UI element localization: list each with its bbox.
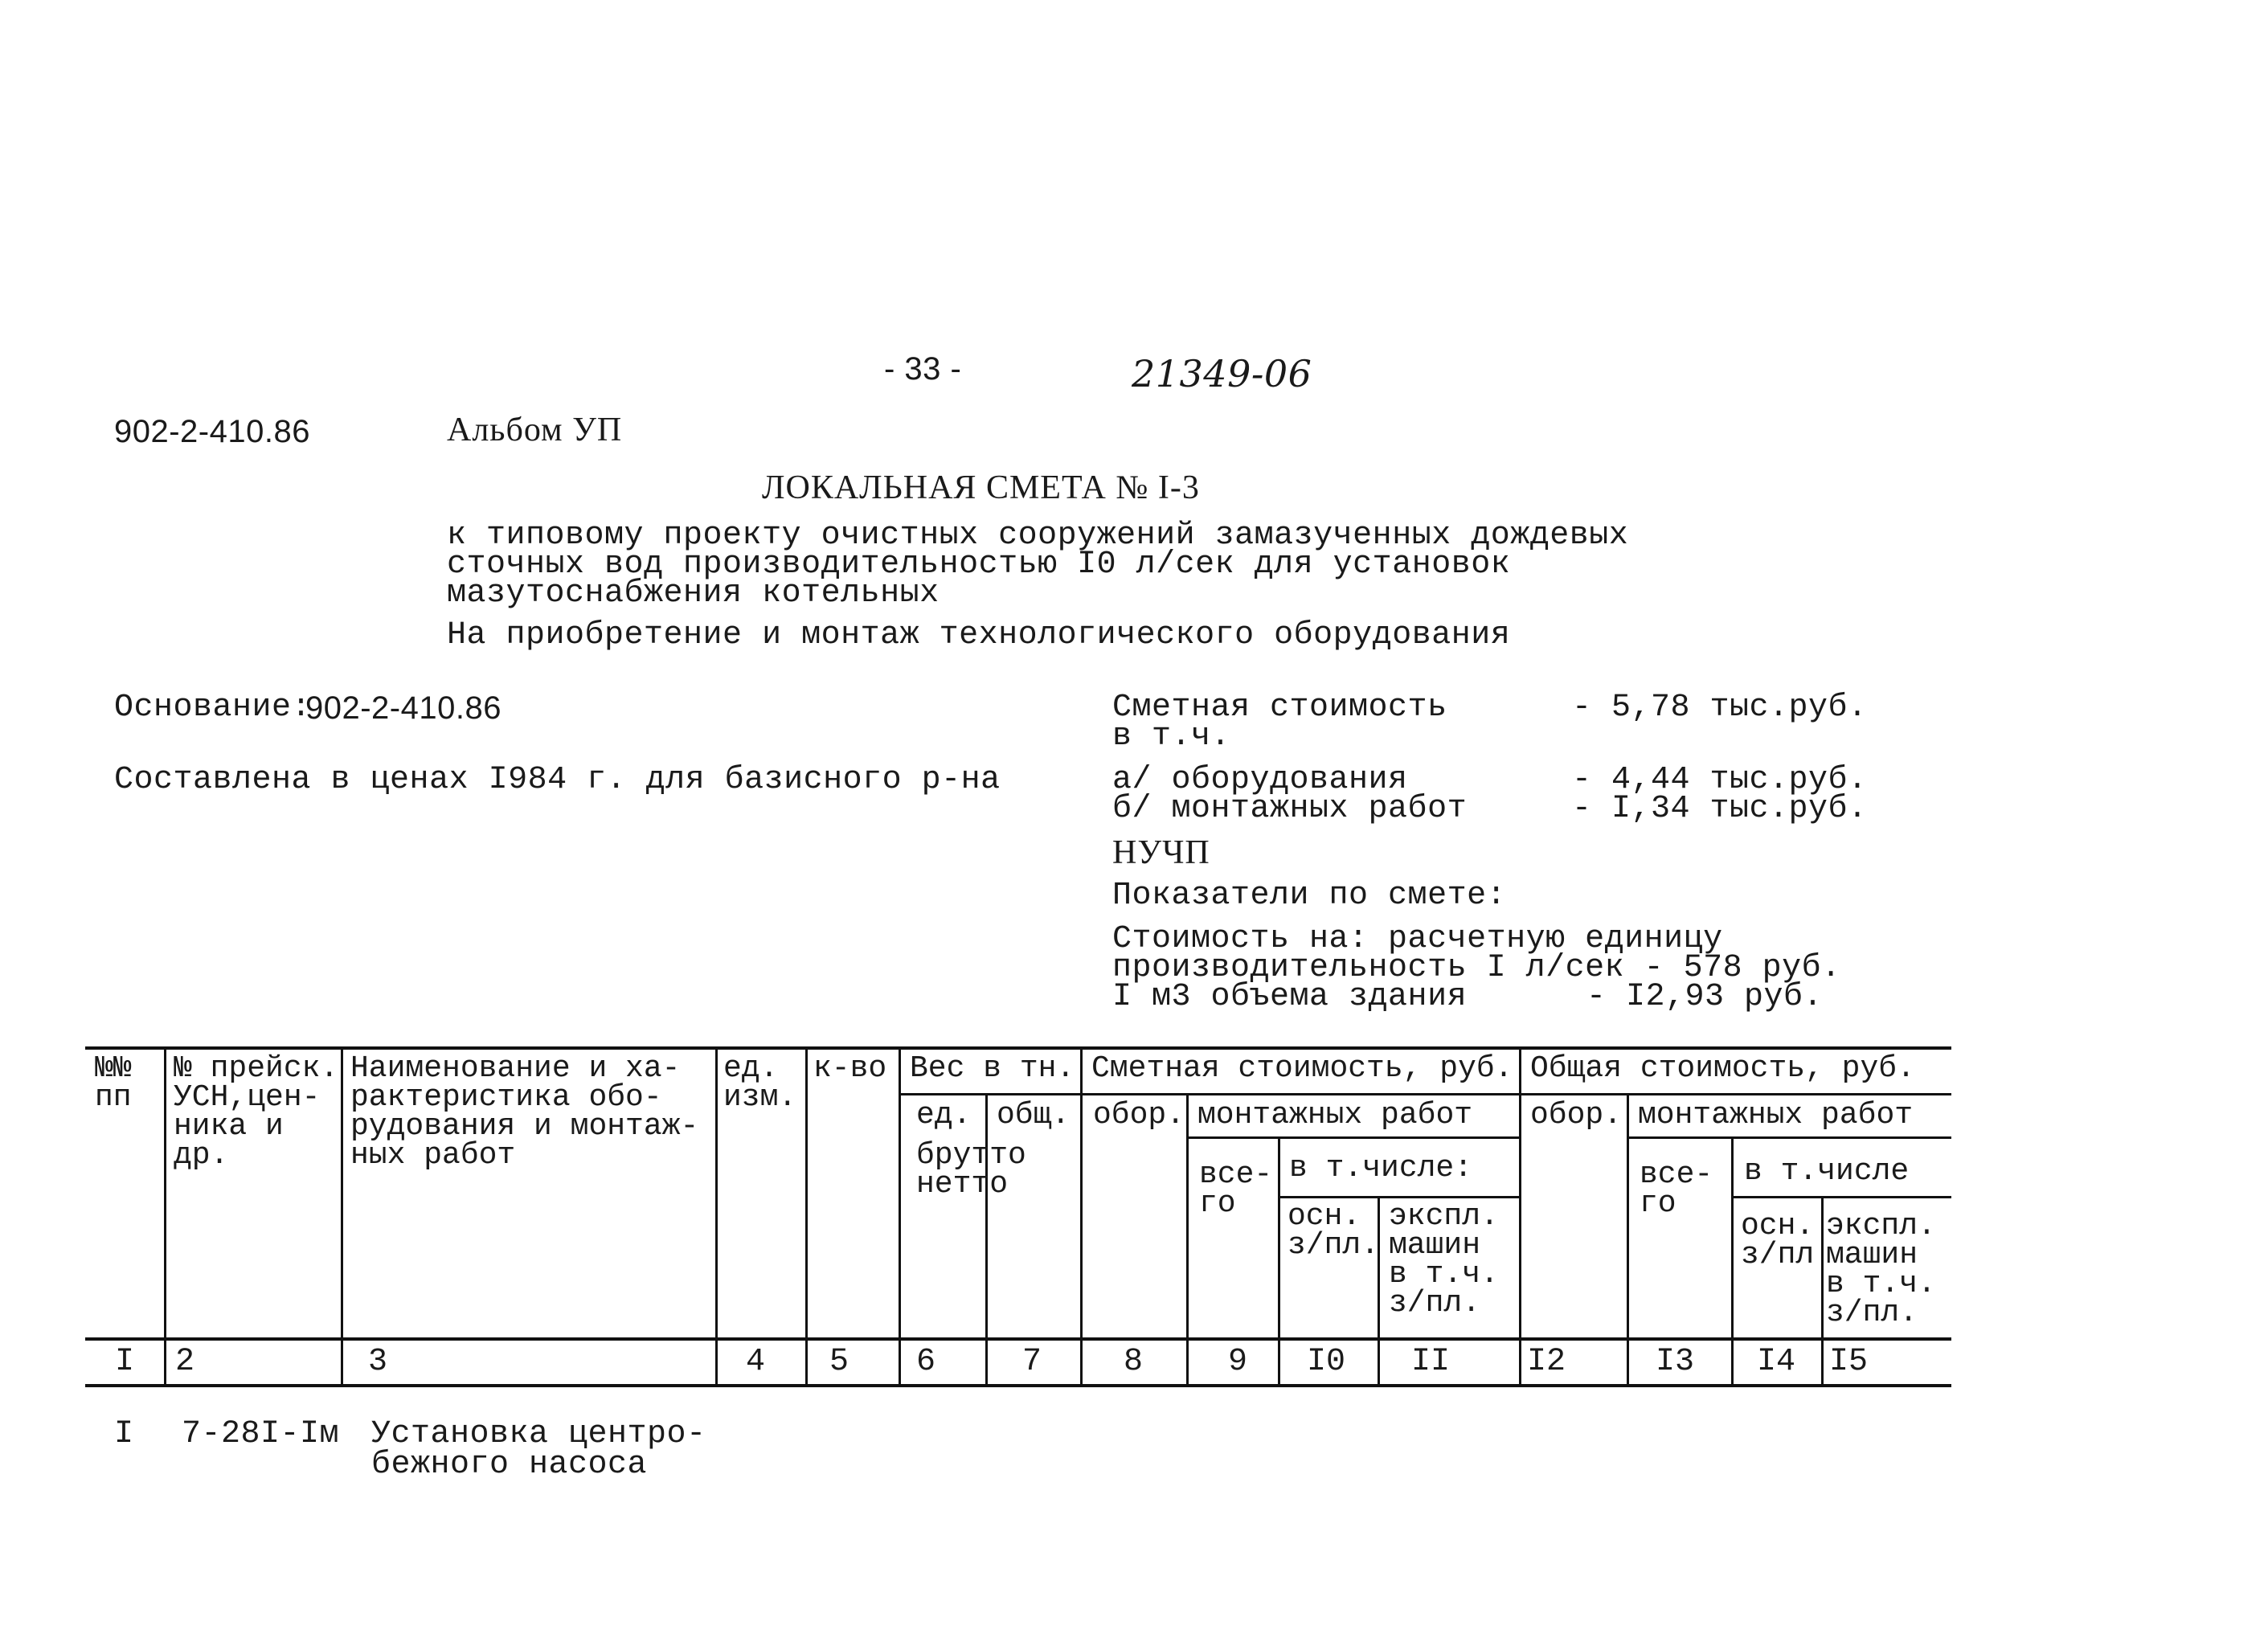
- estimate-cost-value: - 5,78 тыс.руб.: [1572, 690, 1868, 726]
- col-number-14: I4: [1756, 1344, 1795, 1380]
- header-base-wage-1: осн. з/пл.: [1288, 1199, 1380, 1263]
- header-total-all-2: все- го: [1640, 1157, 1713, 1221]
- table-top-rule: [85, 1046, 1951, 1050]
- table-rule-weight: [899, 1093, 1080, 1095]
- table-rule-incl2: [1733, 1196, 1951, 1198]
- table-col-line: [1519, 1046, 1521, 1384]
- col-number-7: 7: [1021, 1344, 1042, 1380]
- col-number-13: I3: [1655, 1344, 1694, 1380]
- col-number-8: 8: [1123, 1344, 1143, 1380]
- header-col-2: № прейск. УСН,цен- ника и др.: [174, 1051, 339, 1173]
- table-rule-est: [1082, 1093, 1519, 1095]
- purpose-line: На приобретение и монтаж технологического оборудования: [447, 617, 1511, 653]
- header-col-1: №№ пп: [95, 1051, 132, 1115]
- header-incl-2: в т.числе: [1744, 1154, 1910, 1189]
- cost-per-line-3-value: - I2,93 руб.: [1586, 979, 1824, 1015]
- table-col-line: [715, 1046, 718, 1384]
- equipment-label: а/ оборудования: [1112, 762, 1408, 798]
- table-col-line: [899, 1046, 901, 1384]
- table-col-line: [1080, 1046, 1083, 1384]
- table-col-line: [1627, 1093, 1629, 1384]
- header-machines-2: экспл. машин в т.ч. з/пл.: [1826, 1209, 1936, 1330]
- header-weight: Вес в тн.: [910, 1051, 1075, 1086]
- indicators-label: Показатели по смете:: [1112, 878, 1507, 914]
- col-number-2: 2: [174, 1344, 194, 1380]
- header-total-all-1: все- го: [1199, 1157, 1273, 1221]
- col-number-15: I5: [1828, 1344, 1868, 1380]
- header-equip-1: обор.: [1093, 1098, 1185, 1132]
- table-col-line: [985, 1093, 988, 1384]
- table-col-line: [1821, 1196, 1824, 1384]
- table-row-code: 7-28I-Iм: [182, 1416, 340, 1452]
- table-col-line: [341, 1046, 343, 1384]
- album-label: Альбом УП: [447, 412, 623, 448]
- table-col-line: [164, 1046, 166, 1384]
- cost-per-line-2: производительность I л/сек - 578 руб.: [1112, 950, 1841, 986]
- table-rule-install2: [1628, 1136, 1951, 1139]
- estimate-cost-label: Сметная стоимость: [1112, 690, 1447, 726]
- table-rule-install1: [1188, 1136, 1519, 1139]
- header-install-2: монтажных работ: [1638, 1098, 1914, 1132]
- incl-label: в т.ч.: [1112, 719, 1231, 755]
- table-row-name: Установка центро- бежного насоса: [371, 1416, 706, 1483]
- stamp-number: 21349-06: [1132, 352, 1312, 395]
- col-number-3: 3: [367, 1344, 387, 1380]
- project-code: 902-2-410.86: [114, 414, 310, 449]
- table-header-bottom-rule: [85, 1337, 1951, 1341]
- header-total-cost: Общая стоимость, руб.: [1530, 1051, 1915, 1086]
- subtitle-line-3: мазутоснабжения котельных: [447, 575, 940, 612]
- header-col-5: к-во: [813, 1051, 887, 1086]
- col-number-4: 4: [745, 1344, 765, 1380]
- table-numbers-bottom-rule: [85, 1384, 1951, 1387]
- table-col-line: [1186, 1093, 1189, 1384]
- header-weight-unit: ед.: [916, 1098, 972, 1132]
- header-machines-1: экспл. машин в т.ч. з/пл.: [1389, 1199, 1499, 1321]
- prices-note: Составлена в ценах I984 г. для базисного р-на: [114, 762, 1001, 798]
- table-col-line: [805, 1046, 808, 1384]
- document-title: ЛОКАЛЬНАЯ СМЕТА № I-3: [762, 469, 1200, 506]
- header-incl-1: в т.числе:: [1289, 1151, 1473, 1186]
- table-rule-total: [1521, 1093, 1951, 1095]
- table-rule-incl1: [1279, 1196, 1519, 1198]
- cost-per-line-1: Стоимость на: расчетную единицу: [1112, 921, 1723, 957]
- header-equip-2: обор.: [1530, 1098, 1623, 1132]
- table-row-number: I: [114, 1416, 134, 1452]
- col-number-5: 5: [829, 1344, 849, 1380]
- header-col-4: ед. изм.: [723, 1051, 797, 1115]
- basis-value: 902-2-410.86: [305, 690, 501, 726]
- equipment-value: - 4,44 тыс.руб.: [1572, 762, 1868, 798]
- basis-label: Основание:: [114, 690, 312, 726]
- col-number-9: 9: [1227, 1344, 1247, 1380]
- subtitle-line-1: к типовому проекту очистных сооружений замазученных дождевых: [447, 518, 1629, 554]
- col-number-12: I2: [1526, 1344, 1566, 1380]
- subtitle-line-2: сточных вод производительностью I0 л/сек для установок: [447, 547, 1511, 583]
- col-number-10: I0: [1306, 1344, 1345, 1380]
- cost-per-line-3-label: I м3 объема здания: [1112, 979, 1468, 1015]
- table-col-line: [1731, 1136, 1734, 1384]
- header-col-3: Наименование и ха- рактеристика обо- рудования и монтаж- ных работ: [350, 1051, 699, 1173]
- col-number-11: II: [1410, 1344, 1450, 1380]
- col-number-6: 6: [915, 1344, 935, 1380]
- header-install-1: монтажных работ: [1197, 1098, 1473, 1132]
- header-est-cost: Сметная стоимость, руб.: [1091, 1051, 1513, 1086]
- nuchp-label: НУЧП: [1112, 834, 1210, 871]
- col-number-1: I: [114, 1344, 134, 1380]
- page-number: - 33 -: [884, 351, 962, 387]
- install-value: - I,34 тыс.руб.: [1572, 791, 1868, 827]
- table-col-line: [1278, 1136, 1280, 1384]
- header-weight-total: общ.: [997, 1098, 1071, 1132]
- header-brutto-netto: брутто нетто: [916, 1138, 1026, 1202]
- install-label: б/ монтажных работ: [1112, 791, 1468, 827]
- header-base-wage-2: осн. з/пл: [1741, 1209, 1815, 1272]
